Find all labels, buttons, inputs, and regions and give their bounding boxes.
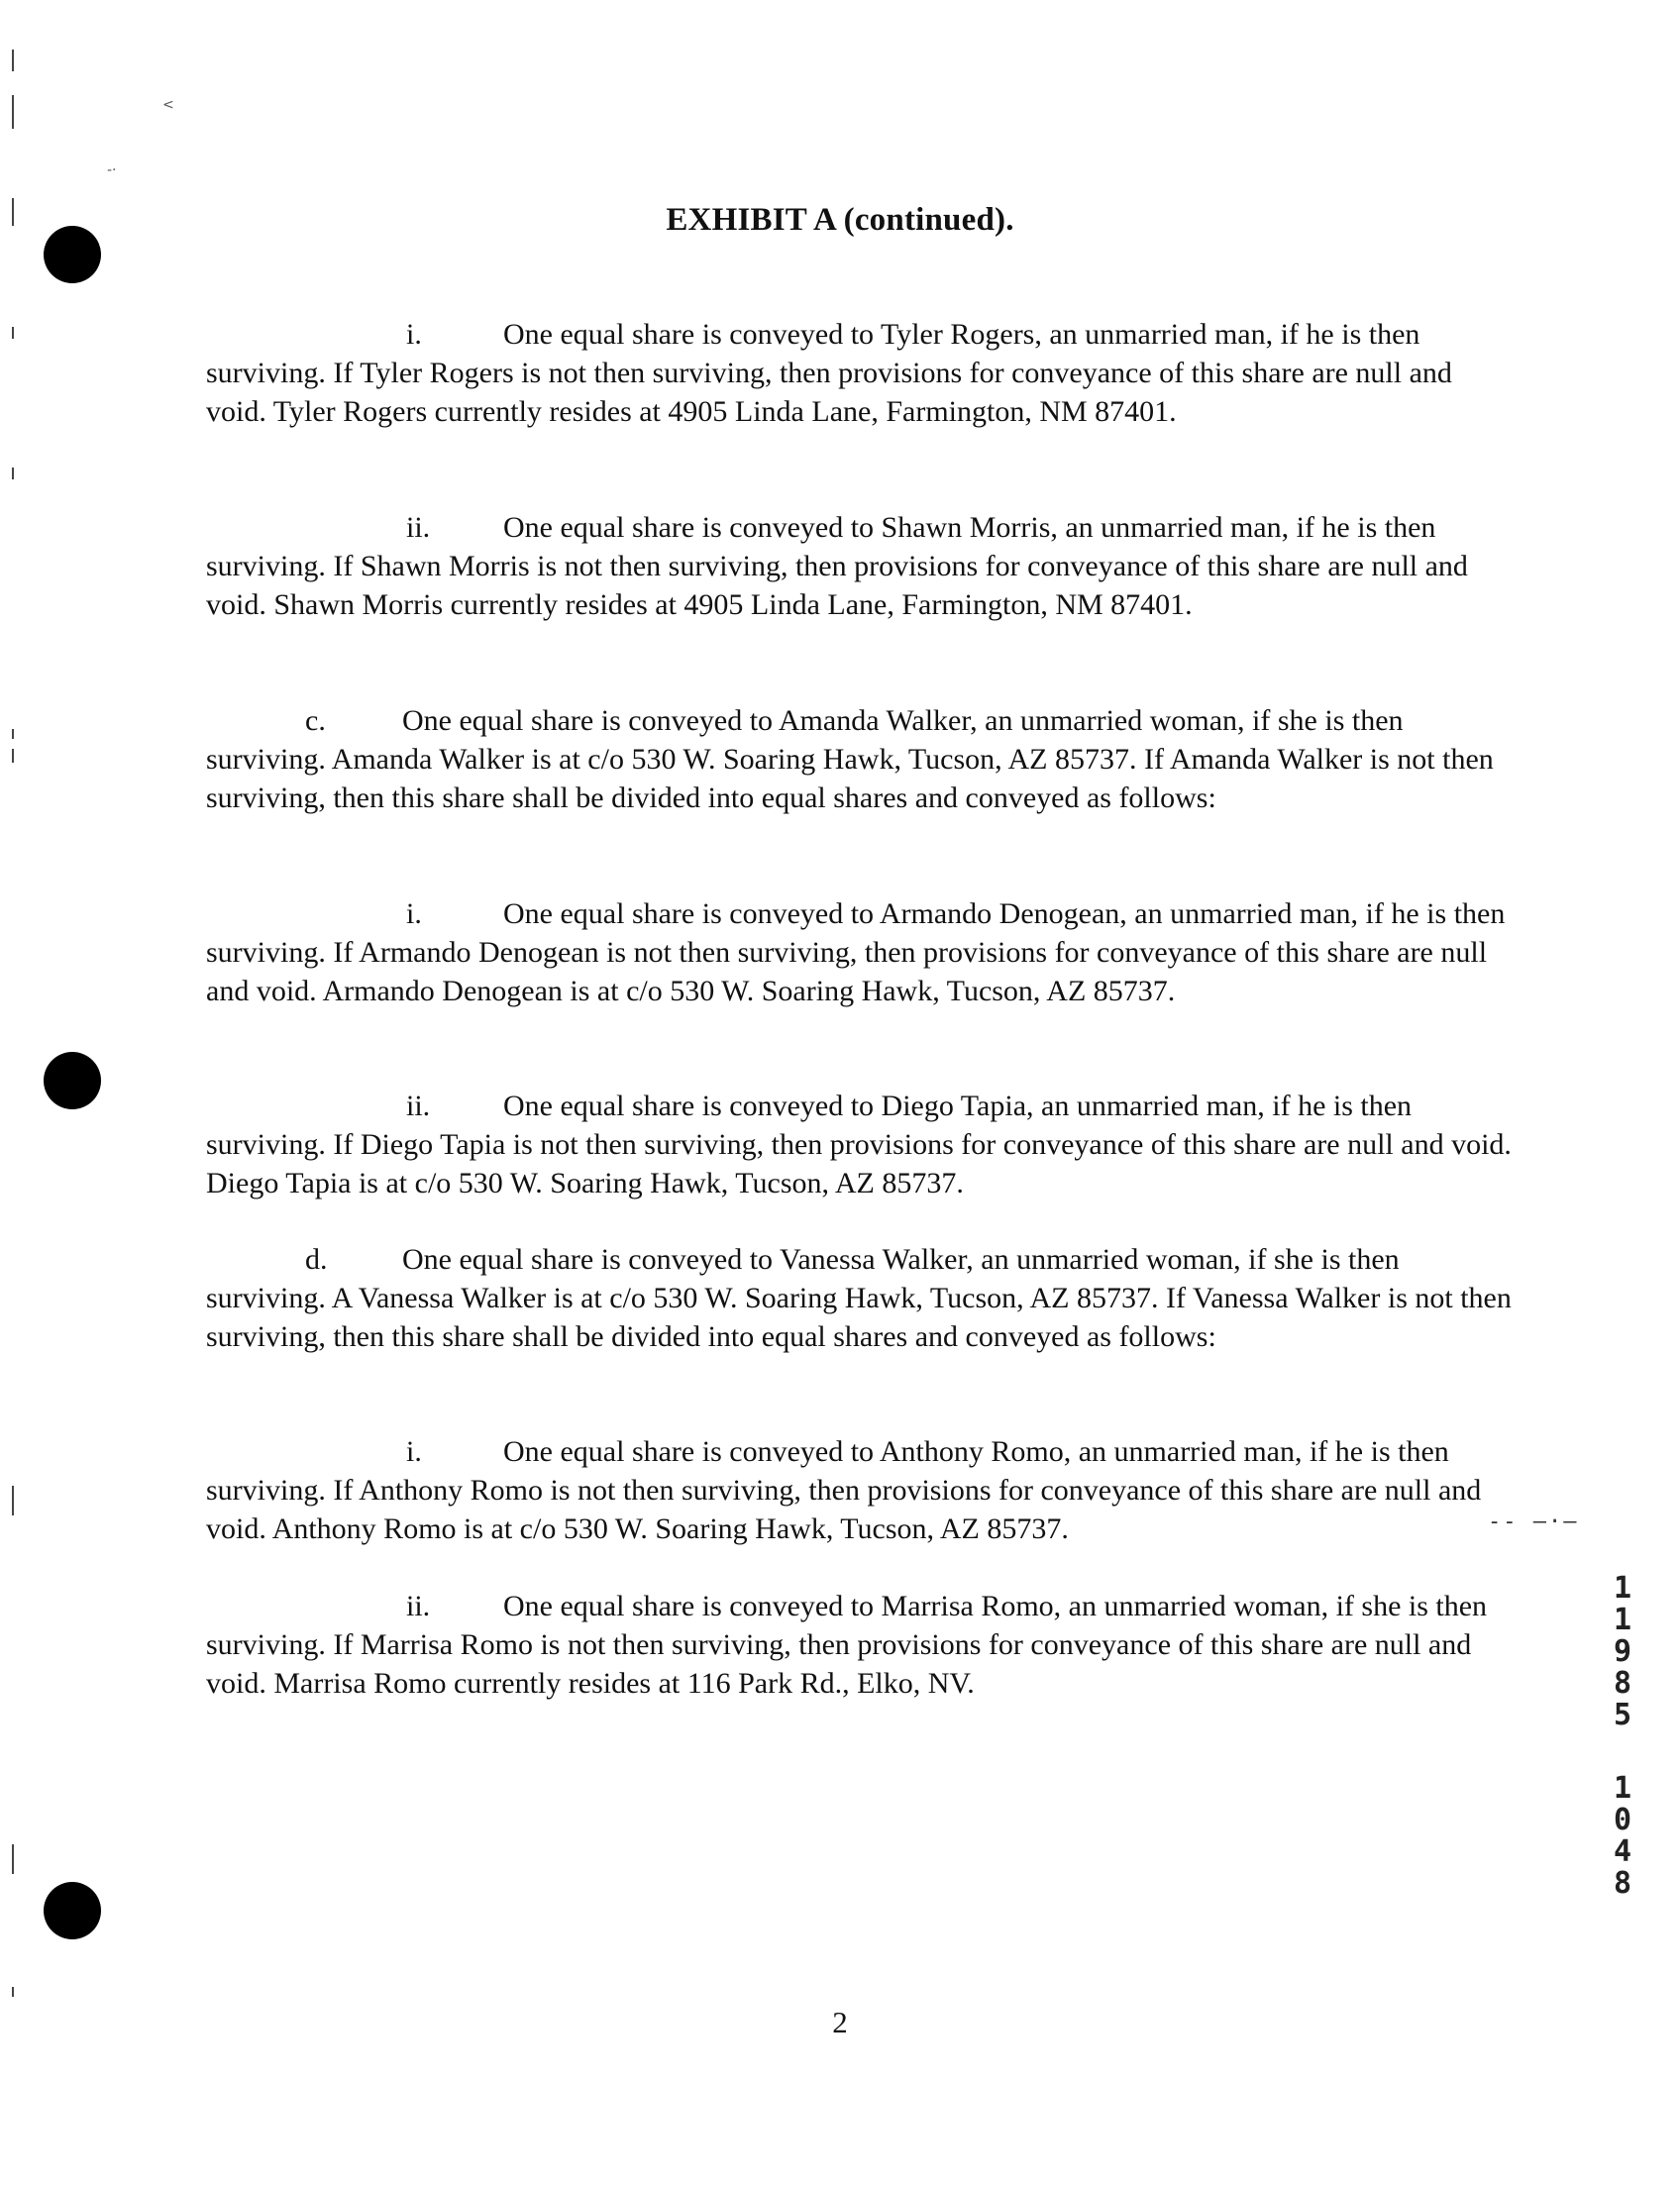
scan-edge-mark — [12, 1844, 14, 1874]
clause-text: One equal share is conveyed to Armando Denogean, an unmarried man, if he is then surviving. If Armando Denogean is not then surviving, then provisions for conveyance of this share are null and void. Armando Denogean is at c/o 530 W. Soaring Hawk, Tucson, AZ 85737. — [206, 897, 1506, 1007]
exhibit-title-rest: A (continued). — [806, 202, 1014, 238]
clause-marker: ii. — [406, 511, 431, 544]
scan-speck: -· — [107, 162, 117, 178]
clause-text: One equal share is conveyed to Anthony Romo, an unmarried man, if he is then surviving. If Anthony Romo is not then surviving, then provisions for conveyance of this share are null and void. Anthony Romo is at c/o 530 W. Soaring Hawk, Tucson, AZ 85737. — [206, 1435, 1482, 1545]
scan-edge-mark — [12, 327, 14, 339]
stamp-digit: 5 — [1613, 1698, 1632, 1732]
clause-marker: i. — [406, 897, 422, 930]
clause-marker: ii. — [406, 1590, 431, 1622]
page-number: 2 — [832, 2005, 848, 2039]
clause-c-paragraph — [206, 701, 1514, 817]
stamp-digit: 1 — [1613, 1603, 1632, 1637]
recording-number-stamp-lower — [1613, 1773, 1632, 1900]
clause-b-i-paragraph — [206, 315, 1514, 431]
punch-hole-bottom — [44, 1882, 101, 1939]
scan-edge-mark — [12, 729, 14, 739]
exhibit-title-bold: EXHIBIT — [666, 202, 807, 238]
clause-text: One equal share is conveyed to Vanessa Walker, an unmarried woman, if she is then surviving. A Vanessa Walker is at c/o 530 W. Soaring Hawk, Tucson, AZ 85737. If Vanessa Walker is not then surviving, then this share shall be divided into equal shares and conveyed as follows: — [206, 1243, 1512, 1353]
clause-text: One equal share is conveyed to Diego Tapia, an unmarried man, if he is then surviving. If Diego Tapia is not then surviving, then provisions for conveyance of this share are null and void. Diego Tapia is at c/o 530 W. Soaring Hawk, Tucson, AZ 85737. — [206, 1090, 1512, 1199]
clause-text: One equal share is conveyed to Marrisa Romo, an unmarried woman, if she is then surviving. If Marrisa Romo is not then surviving, then provisions for conveyance of this share are null and void. Marrisa Romo currently resides at 116 Park Rd., Elko, NV. — [206, 1590, 1488, 1700]
clause-c-ii-paragraph — [206, 1087, 1514, 1202]
clause-text: One equal share is conveyed to Amanda Walker, an unmarried woman, if she is then surviving. Amanda Walker is at c/o 530 W. Soaring Hawk, Tucson, AZ 85737. If Amanda Walker is not then surviving, then this share shall be divided into equal shares and conveyed as follows: — [206, 704, 1494, 814]
clause-marker: i. — [406, 318, 422, 351]
clause-marker: c. — [305, 704, 326, 737]
clause-marker: ii. — [406, 1090, 431, 1122]
clause-b-ii-paragraph — [206, 508, 1514, 624]
clause-text: One equal share is conveyed to Tyler Rogers, an unmarried man, if he is then surviving. If Tyler Rogers is not then surviving, then provisions for conveyance of this share are null and void. Tyler Rogers currently resides at 4905 Linda Lane, Farmington, NM 87401. — [206, 318, 1452, 428]
clause-marker: d. — [305, 1243, 328, 1276]
clause-d-paragraph — [206, 1240, 1514, 1356]
margin-dash-mark: -- —·— — [1488, 1510, 1579, 1534]
stamp-digit: 8 — [1613, 1666, 1632, 1701]
stamp-digit: 1 — [1613, 1771, 1632, 1806]
clause-marker: i. — [406, 1435, 422, 1468]
scan-edge-mark — [12, 749, 14, 763]
clause-d-ii-paragraph — [206, 1587, 1514, 1703]
clause-text: One equal share is conveyed to Shawn Morris, an unmarried man, if he is then surviving. If Shawn Morris is not then surviving, then provisions for conveyance of this share are null and void. Shawn Morris currently resides at 4905 Linda Lane, Farmington, NM 87401. — [206, 511, 1468, 621]
scan-edge-mark — [12, 1987, 14, 1997]
stamp-digit: 1 — [1613, 1571, 1632, 1606]
stamp-digit: 8 — [1613, 1866, 1632, 1901]
exhibit-title — [0, 202, 1680, 239]
stamp-digit: 0 — [1613, 1803, 1632, 1837]
scan-edge-mark — [12, 50, 14, 71]
stamp-digit: 4 — [1613, 1834, 1632, 1869]
punch-hole-middle — [44, 1052, 101, 1109]
scan-edge-mark — [12, 1486, 14, 1515]
stamp-digit: 9 — [1613, 1634, 1632, 1669]
clause-c-i-paragraph — [206, 894, 1514, 1010]
clause-d-i-paragraph — [206, 1432, 1514, 1548]
recording-number-stamp — [1613, 1573, 1632, 1731]
scan-speck: < — [162, 97, 174, 113]
scan-edge-mark — [12, 468, 14, 479]
scan-edge-mark — [12, 95, 14, 129]
